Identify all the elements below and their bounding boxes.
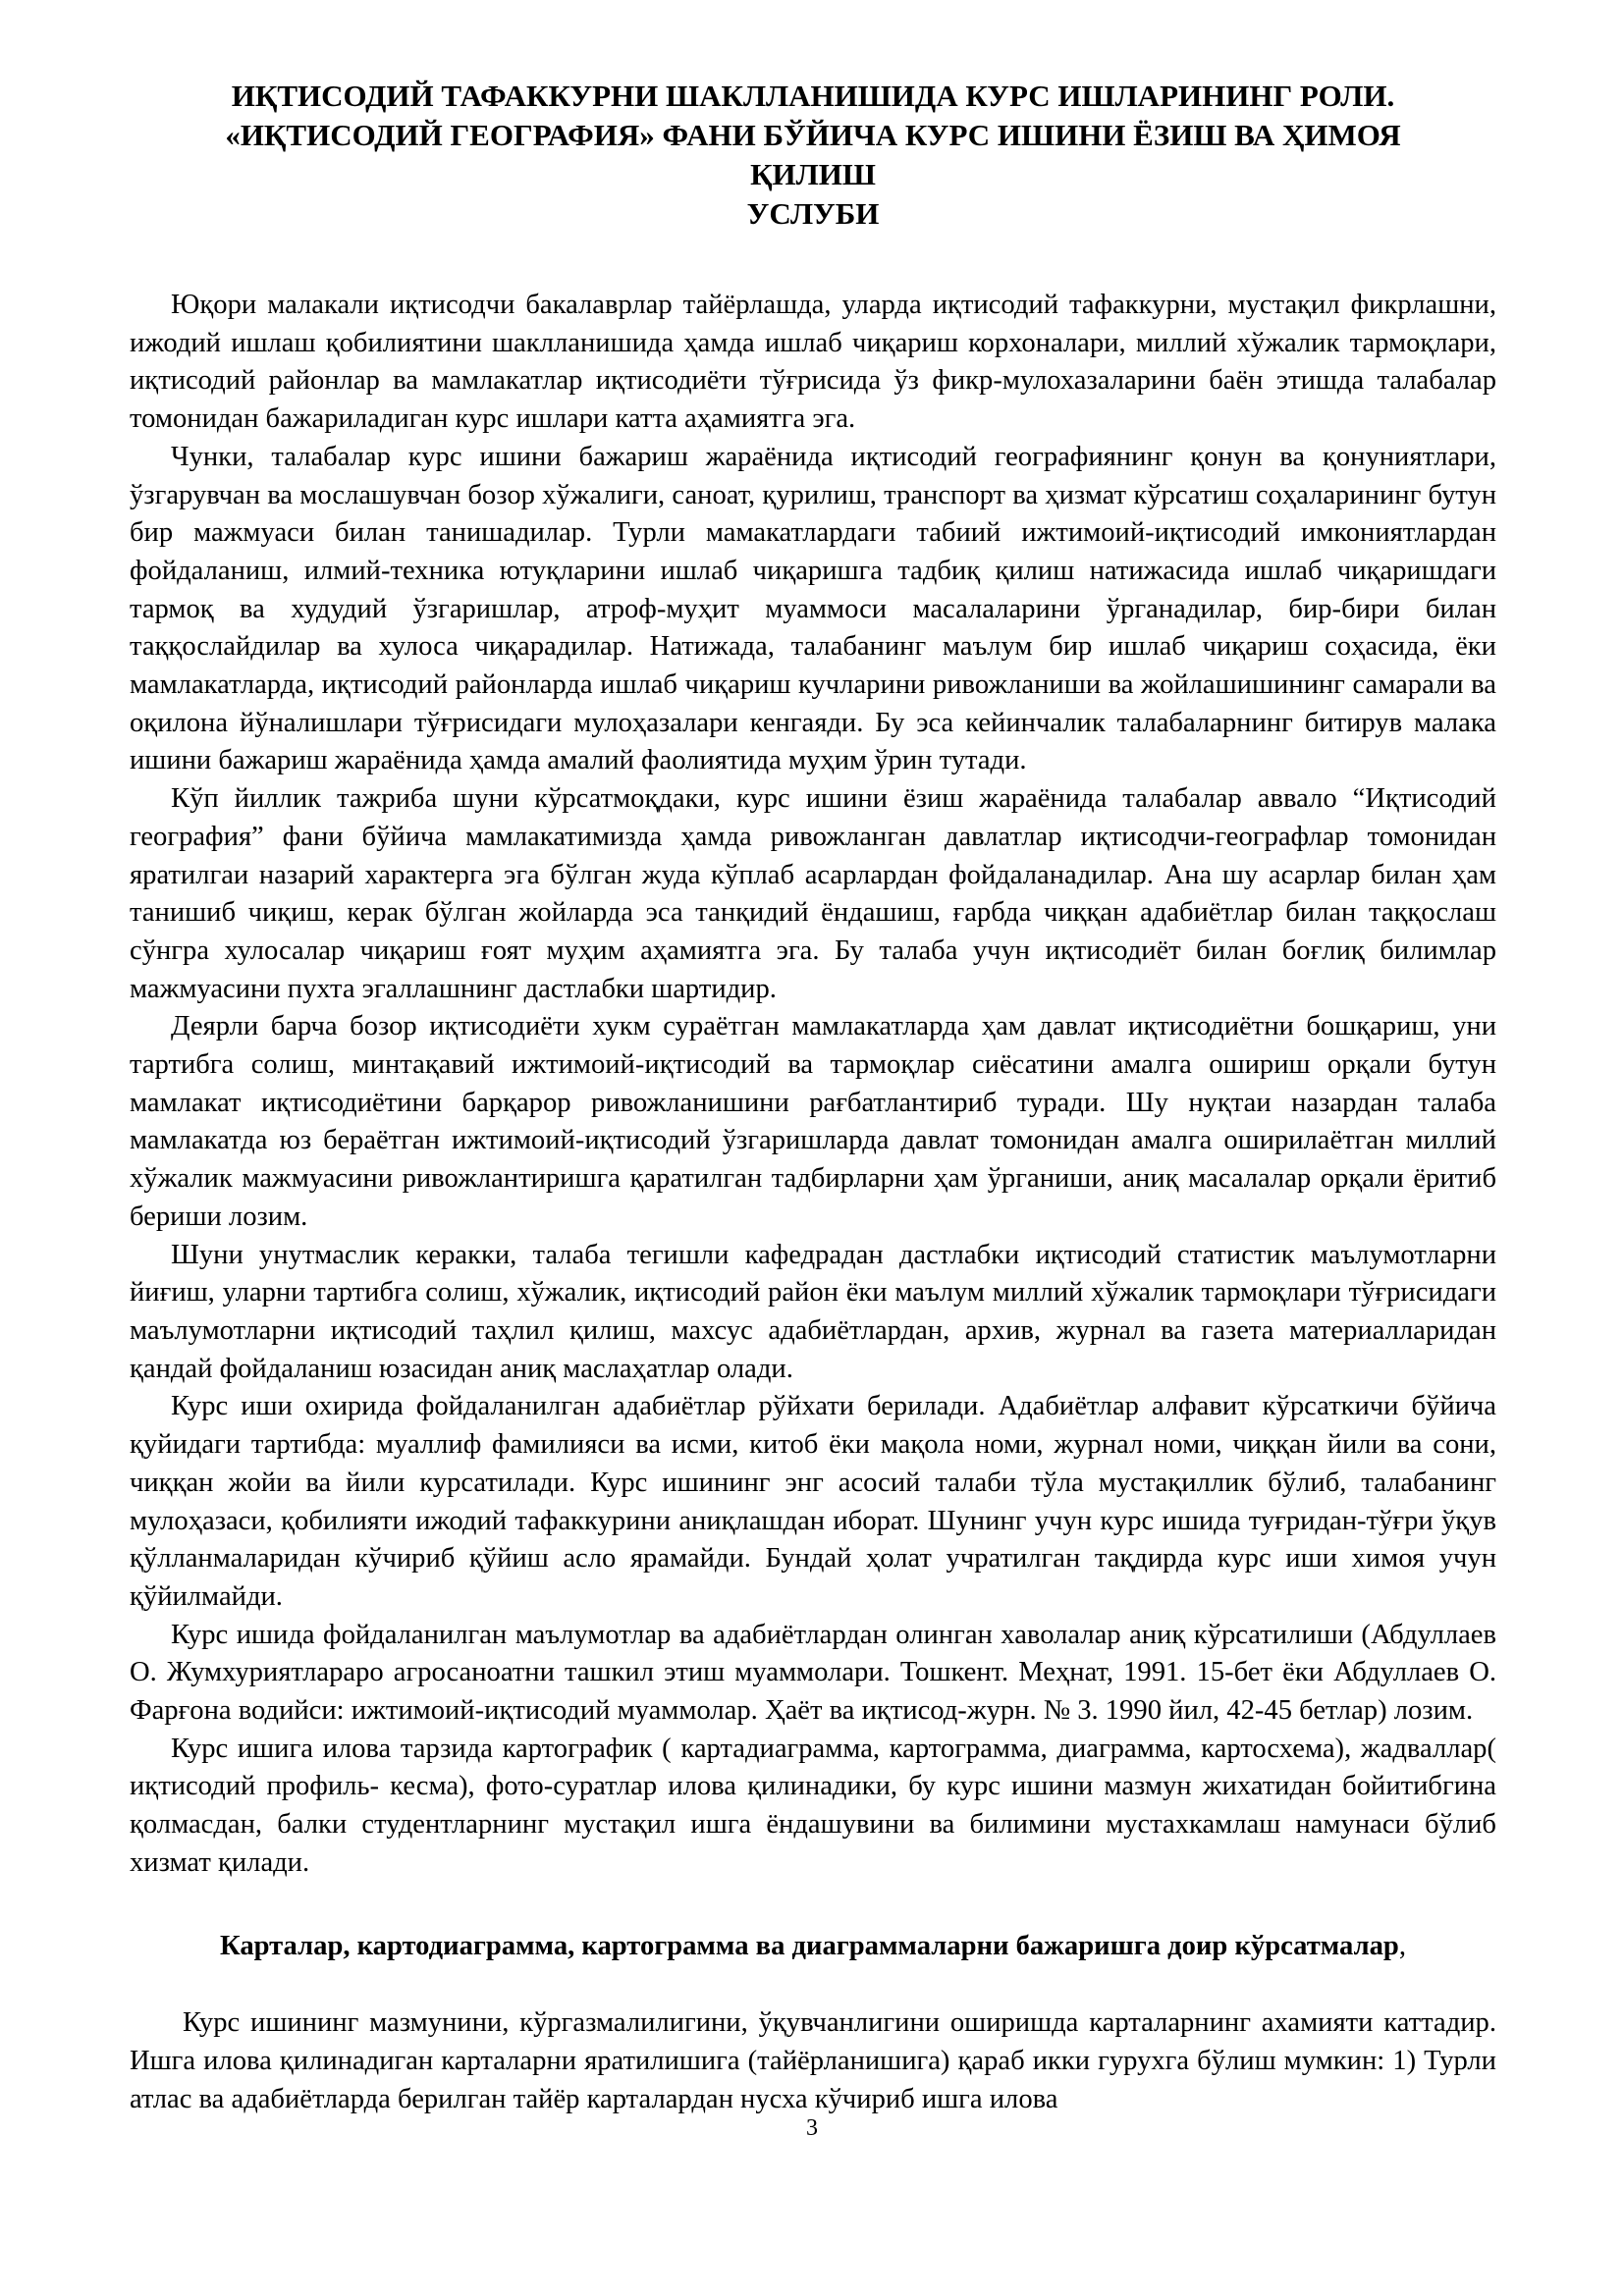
title-line-3: УСЛУБИ bbox=[746, 196, 880, 231]
section-heading-suffix: , bbox=[1398, 1930, 1406, 1961]
title-line-1: ИҚТИСОДИЙ ТАФАККУРНИ ШАКЛЛАНИШИДА КУРС ИШЛАРИНИНГ РОЛИ. bbox=[231, 79, 1395, 113]
paragraph-3: Кўп йиллик тажриба шуни кўрсатмоқдаки, курс ишини ёзиш жараёнида талабалар аввало “Иқтисодий география” фани бўйича мамлакатимизда ҳамда ривожланган давлатлар иқтисодчи-географлар томонидан яратилгаи назарий характерга эга бўлган жуда кўплаб асарлардан фойдаланадилар. Ана шу асарлар билан ҳам танишиб чиқиш, керак бўлган жойларда эса танқидий ёндашиш, ғарбда чиққан адабиётлар билан таққослаш сўнгра хулосалар чиқариш ғоят муҳим аҳамиятга эга. Бу талаба учун иқтисодиёт билан боғлиқ билимлар мажмуасини пухта эгаллашнинг дастлабки шартидир. bbox=[130, 783, 1496, 1004]
section-heading-text: Карталар, картодиаграмма, картограмма ва диаграммаларни бажаришга доир кўрсатмалар bbox=[219, 1930, 1399, 1961]
paragraph-2: Чунки, талабалар курс ишини бажариш жараёнида иқтисодий географиянинг қонун ва қонуниятлари, ўзгарувчан ва мослашувчан бозор хўжалиги, саноат, қурилиш, транспорт ва ҳизмат кўрсатиш соҳаларининг бутун бир мажмуаси билан танишадилар. Турли мамакатлардаги табиий ижтимоий-иқтисодий имкониятлардан фойдаланиш, илмий-техника ютуқларини ишлаб чиқаришга тадбиқ қилиш натижасида ишлаб чиқаришдаги тармоқ ва худудий ўзгаришлар, атроф-муҳит муаммоси масалаларини ўрганадилар, бир-бири билан таққослайдилар ва хулоса чиқарадилар. Натижада, талабанинг маълум бир ишлаб чиқариш соҳасида, ёки мамлакатларда, иқтисодий районларда ишлаб чиқариш кучларини ривожланиши ва жойлашишининг самарали ва оқилона йўналишлари тўғрисидаги мулоҳазалари кенгаяди. Бу эса кейинчалик талабаларнинг битирув малака ишини бажариш жараёнида ҳамда амалий фаолиятида муҳим ўрин тутади. bbox=[130, 441, 1496, 776]
paragraph-4: Деярли барча бозор иқтисодиёти хукм сураётган мамлакатларда ҳам давлат иқтисодиётни бошқариш, уни тартибга солиш, минтақавий ижтимоий-иқтисодий ва тармоқлар сиёсатини амалга ошириш орқали бутун мамлакат иқтисодиётини барқарор ривожланишини рағбатлантириб туради. Шу нуқтаи назардан талаба мамлакатда юз бераётган ижтимоий-иқтисодий ўзгаришларда давлат томонидан амалга оширилаётган миллий хўжалик мажмуасини ривожлантиришга қаратилган тадбирларни ҳам ўрганиши, аниқ масалалар орқали ёритиб бериши лозим. bbox=[130, 1011, 1496, 1232]
section-paragraph: Курс ишининг мазмунини, кўргазмалилигини, ўқувчанлигини оширишда карталарнинг ахамияти каттадир. Ишга илова қилинадиган карталарни яратилишига (тайёрланишига) қараб икки гурухга бўлиш мумкин: 1) Турли атлас ва адабиётларда берилган тайёр карталардан нусха кўчириб ишга илова bbox=[130, 2007, 1496, 2114]
paragraph-6: Курс иши охирида фойдаланилган адабиётлар рўйхати берилади. Адабиётлар алфавит кўрсаткичи бўйича қуйидаги тартибда: муаллиф фамилияси ва исми, китоб ёки мақола номи, журнал номи, чиққан йили ва сони, чиққан жойи ва йили курсатилади. Курс ишининг энг асосий талаби тўла мустақиллик бўлиб, талабанинг мулоҳазаси, қобилияти ижодий тафаккурини аниқлашдан иборат. Шунинг учун курс ишида туғридан-тўғри ўқув қўлланмаларидан кўчириб қўйиш асло ярамайди. Бундай ҳолат учратилган тақдирда курс иши химоя учун қўйилмайди. bbox=[130, 1391, 1496, 1612]
document-title bbox=[130, 77, 1496, 234]
paragraph-8: Курс ишига илова тарзида картографик ( картадиаграмма, картограмма, диаграмма, картосхема), жадваллар( иқтисодий профиль- кесма), фото-суратлар илова қилинадики, бу курс ишини мазмун жихатидан бойитибгина қолмасдан, балки студентларнинг мустақил ишга ёндашувини ва билимини мустахкамлаш намунаси бўлиб хизмат қилади. bbox=[130, 1733, 1496, 1878]
document-page bbox=[130, 77, 1496, 2118]
document-body bbox=[130, 287, 1496, 1883]
paragraph-7: Курс ишида фойдаланилган маълумотлар ва адабиётлардан олинган хаволалар аниқ кўрсатилиши (Абдуллаев О. Жумхуриятлараро агросаноатни ташкил этиш муаммолари. Тошкент. Меҳнат, 1991. 15-бет ёки Абдуллаев О. Фарғона водийси: ижтимоий-иқтисодий муаммолар. Ҳаёт ва иқтисод-журн. № 3. 1990 йил, 42-45 бетлар) лозим. bbox=[130, 1619, 1496, 1727]
paragraph-1: Юқори малакали иқтисодчи бакалаврлар тайёрлашда, уларда иқтисодий тафаккурни, мустақил фикрлашни, ижодий ишлаш қобилиятини шаклланишида ҳамда ишлаб чиқариш корхоналари, миллий хўжалик тармоқлари, иқтисодий районлар ва мамлакатлар иқтисодиёти тўғрисида ўз фикр-мулохазаларини баён этишда талабалар томонидан бажариладиган курс ишлари катта аҳамиятга эга. bbox=[130, 290, 1496, 435]
title-line-2: «ИҚТИСОДИЙ ГЕОГРАФИЯ» ФАНИ БЎЙИЧА КУРС ИШИНИ ЁЗИШ ВА ҲИМОЯ ҚИЛИШ bbox=[225, 118, 1401, 191]
section-body bbox=[130, 2004, 1496, 2118]
paragraph-5: Шуни унутмаслик керакки, талаба тегишли кафедрадан дастлабки иқтисодий статистик маълумотларни йиғиш, уларни тартибга солиш, хўжалик, иқтисодий район ёки маълум миллий хўжалик тармоқлари тўғрисидаги маълумотларни иқтисодий таҳлил қилиш, махсус адабиётлардан, архив, журнал ва газета материалларидан қандай фойдаланиш юзасидан аниқ маслаҳатлар олади. bbox=[130, 1239, 1496, 1384]
section-heading bbox=[130, 1928, 1496, 1966]
page-number: 3 bbox=[806, 2115, 818, 2141]
